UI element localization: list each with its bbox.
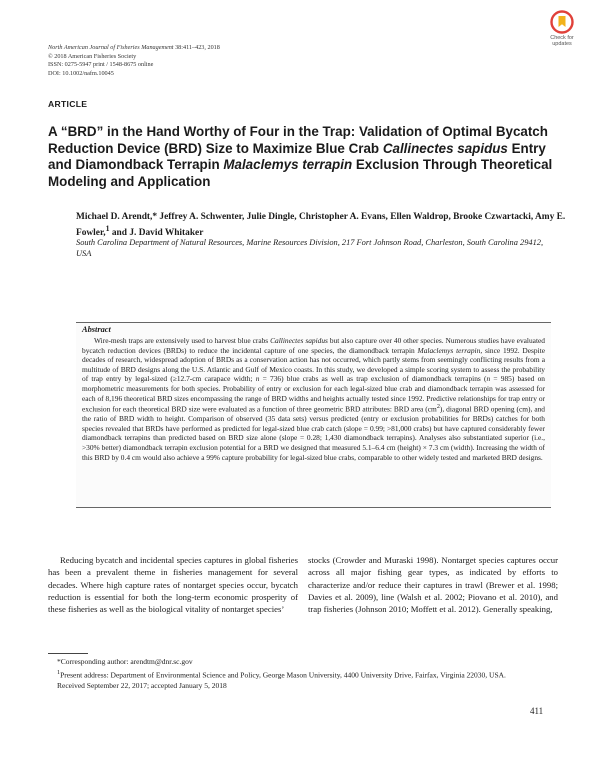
- journal-citation: 38:411–423, 2018: [175, 44, 220, 51]
- footnote-divider: [48, 653, 88, 654]
- badge-line2: updates: [552, 41, 572, 48]
- corresponding-author-note: *Corresponding author: arendtm@dnr.sc.gov: [57, 657, 193, 666]
- article-title: A “BRD” in the Hand Worthy of Four in the Trap: Validation of Optimal Bycatch Reduction Device (BRD) Size to Maximize Blue Crab Callinectes sapidus Entry and Diamondback Terrapin Malaclemys terrapin Exclusion Through Theoretical Modeling and Application: [48, 124, 553, 189]
- author-affiliation: South Carolina Department of Natural Resources, Marine Resources Division, 217 Fort Johnson Road, Charleston, South Carolina 29412, USA: [76, 238, 544, 259]
- author-list: Michael D. Arendt,* Jeffrey A. Schwenter, Julie Dingle, Christopher A. Evans, Ellen Waldrop, Brooke Czwartacki, Amy E. Fowler,$^1$ and J. David Whitaker: [76, 212, 566, 239]
- journal-issn: ISSN: 0275-5947 print / 1548-8675 online: [48, 61, 154, 69]
- journal-info: [48, 44, 220, 78]
- body-column-left: Reducing bycatch and incidental species captures in global fisheries has been a prevalent theme in fisheries management for several decades. Where high capture rates of nontarget species occur, bycatch reduction is essential for both the long-term economic prosperity of these fisheries as well as the biological vitality of nontarget species’: [48, 555, 298, 615]
- journal-name: North American Journal of Fisheries Management: [48, 44, 174, 51]
- abstract-heading: Abstract: [82, 325, 111, 334]
- body-column-right: stocks (Crowder and Muraski 1998). Nontarget species captures occur across all major fishing gear types, as indicated by efforts to characterize and/or reduce their captures in trawl (Brewer et al. 1998; Davies et al. 2009), line (Walsh et al. 2002; Piovano et al. 2010), and trap fisheries (Johnson 2010; Moffett et al. 2012). Generally speaking,: [308, 555, 558, 615]
- journal-doi: DOI: 10.1002/nafm.10045: [48, 69, 114, 77]
- footnotes: [48, 657, 556, 691]
- article-type-label: ARTICLE: [48, 99, 88, 109]
- received-dates: Received September 22, 2017; accepted January 5, 2018: [57, 680, 227, 690]
- badge-line1: Check for: [550, 35, 574, 41]
- journal-copyright: © 2018 American Fisheries Society: [48, 52, 137, 60]
- check-updates-icon: [550, 10, 574, 34]
- page-number: 411: [530, 706, 544, 716]
- check-for-updates-badge[interactable]: [539, 10, 585, 56]
- present-address-note: $^1$Present address: Department of Environmental Science and Policy, George Mason University, 4400 University Drive, Fairfax, Virginia 22030, USA.: [57, 668, 506, 680]
- abstract-text: Wire-mesh traps are extensively used to harvest blue crabs Callinectes sapidus but also capture over 40 other species. Numerous studies have evaluated bycatch reduction devices (BRDs) to reduce the incidental capture of one species, the diamondback terrapin Malaclemys terrapin, since 1992. Despite decades of research, widespread adoption of BRDs as a conservation action has not occurred, which partly stems from seemingly conflicting results from a multitude of BRD designs along the U.S. Atlantic and Gulf of Mexico coasts. In this study, we developed a simple scoring system to assess the probability of trap entry by legal-sized (≥12.7-cm carapace width; n = 736) blue crabs as well as trap exclusion of diamondback terrapins (n = 985) based on morphometric measurements for both species. Probability of entry or exclusion for each legal-sized blue crab and diamondback terrapin was assessed for each of 8,196 theoretical BRD sizes encompassing the range of BRD widths and heights actually tested since 1992. Predictive relationships for trap entry or exclusion for each theoretical BRD size were evaluated as a function of three geometric BRD attributes: BRD area $(cm^2)$, diagonal BRD opening (cm), and the ratio of BRD width to height. Comparison of observed (35 data sets) versus predicted (entry or exclusion probabilities for BRDs) catches for both species revealed that BRDs have performed as predicted for legal-sized blue crab catch (slope = 0.99; >81,000 crabs) but have captured considerably fewer diamondback terrapins than predicted based on BRD size alone (slope = 0.28; 1,430 diamondback terrapins). Analyses also substantiated superior (i.e., >30% better) diamondback terrapin exclusion potential for a BRD we designed that measured 5.1–6.4 cm (height) × 7.3 cm (width). Increasing the width of this BRD by 0.4 cm would also achieve a 99% capture probability for legal-sized blue crabs, comparable to other widely tested and marketed BRD designs.: [82, 336, 546, 462]
